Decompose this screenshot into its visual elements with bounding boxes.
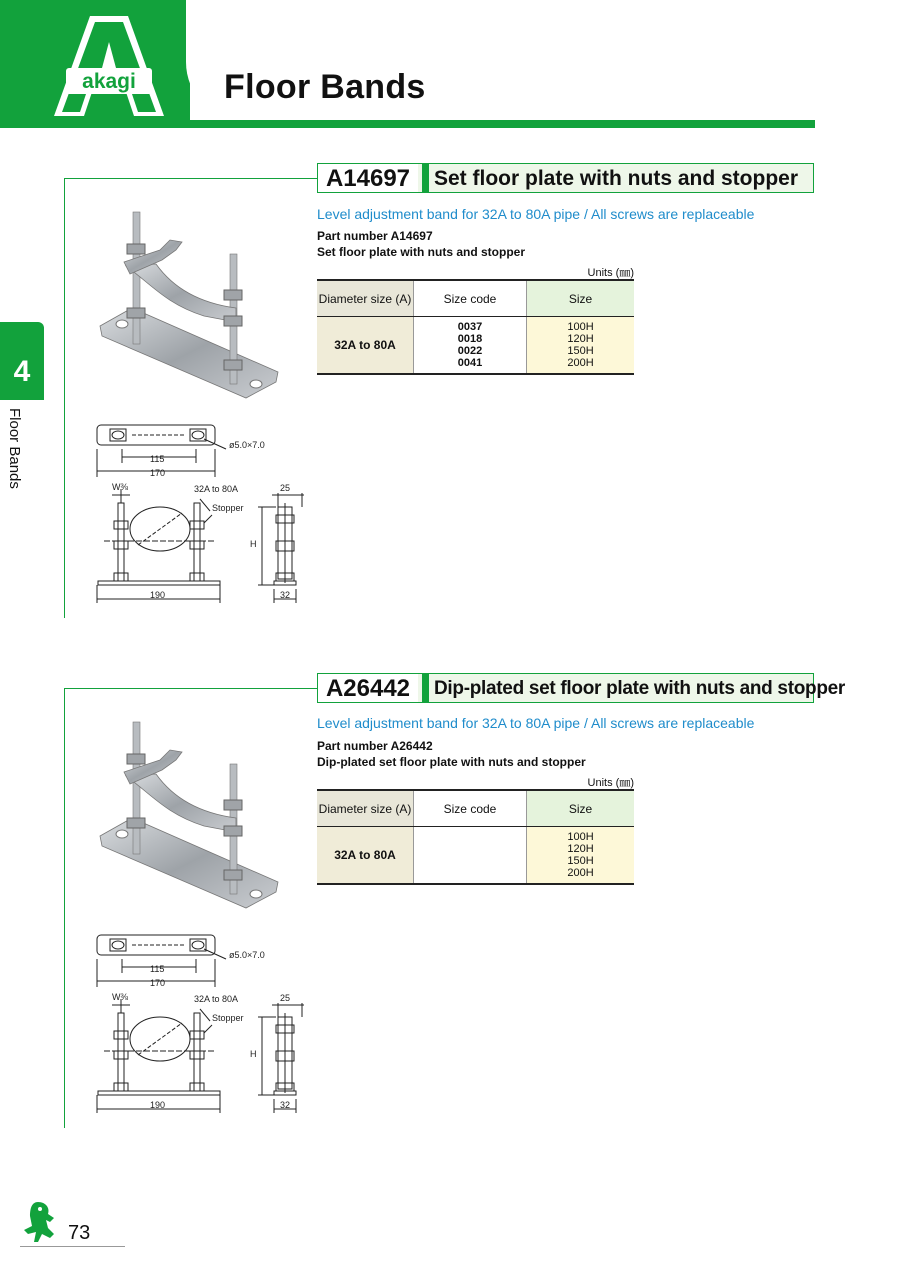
product-description: Dip-plated set floor plate with nuts and stopper (317, 755, 586, 769)
section-frame-left (64, 178, 65, 618)
dim-25: 25 (280, 483, 291, 493)
dim-190: 190 (150, 1100, 166, 1110)
dim-thread: W⅜ (112, 992, 129, 1002)
header-diameter: Diameter size (A) (317, 790, 414, 827)
product-code: A14697 (318, 164, 418, 192)
dim-stopper: Stopper (212, 1013, 244, 1023)
size-value: 200H (567, 357, 594, 369)
product-title-box (317, 163, 814, 193)
dim-32: 32 (280, 590, 291, 600)
cell-diameter: 32A to 80A (317, 317, 414, 375)
chapter-label: Floor Bands (6, 408, 23, 489)
product-photo (96, 204, 286, 400)
cell-sizes (527, 317, 635, 375)
dim-115: 115 (150, 964, 165, 974)
size-code: 0041 (457, 357, 483, 369)
size-value: 120H (567, 843, 594, 855)
size-value: 200H (567, 867, 594, 879)
header-size: Size (527, 280, 635, 317)
mascot-icon (20, 1198, 60, 1244)
section-frame-left (64, 688, 65, 1128)
size-code: 0018 (457, 333, 483, 345)
units-label: Units (㎜) (587, 777, 634, 789)
header-size-code: Size code (414, 280, 527, 317)
title-separator (422, 674, 429, 702)
product-title: Set floor plate with nuts and stopper (434, 167, 799, 190)
dim-range: 32A to 80A (194, 484, 239, 494)
dim-h: H (250, 539, 257, 549)
size-value: 150H (567, 855, 594, 867)
dim-hole: ø5.0×7.0 (229, 950, 265, 960)
akagi-logo (50, 12, 168, 120)
spec-table (317, 789, 634, 885)
dim-h: H (250, 1049, 257, 1059)
header-diameter: Diameter size (A) (317, 280, 414, 317)
part-number-line (317, 739, 433, 753)
product-photo (96, 714, 286, 910)
footer-rule (20, 1246, 125, 1247)
part-number: A14697 (390, 229, 433, 243)
header-size: Size (527, 790, 635, 827)
size-value: 100H (567, 831, 594, 843)
dimension-drawing (92, 423, 312, 608)
product-title: Dip-plated set floor plate with nuts and stopper (434, 678, 846, 699)
logo-brand-text: akagi (82, 70, 136, 93)
product-code: A26442 (318, 674, 418, 702)
part-number-prefix: Part number (317, 229, 391, 243)
size-value: 100H (567, 321, 594, 333)
dim-170: 170 (150, 978, 166, 988)
size-code: 0022 (457, 345, 483, 357)
header-green-bar (0, 120, 815, 128)
header-size-code: Size code (414, 790, 527, 827)
dim-hole: ø5.0×7.0 (229, 440, 265, 450)
dim-range: 32A to 80A (194, 994, 239, 1004)
part-number-prefix: Part number (317, 739, 391, 753)
cell-size-codes (414, 317, 527, 375)
product-subtitle: Level adjustment band for 32A to 80A pipe / All screws are replaceable (317, 715, 755, 731)
cell-sizes (527, 827, 635, 885)
product-title-box (317, 673, 846, 703)
size-value: 150H (567, 345, 594, 357)
cell-size-codes (414, 827, 527, 885)
dim-25: 25 (280, 993, 291, 1003)
table-row (317, 317, 634, 375)
section-frame-top (64, 178, 317, 179)
units-label: Units (㎜) (587, 267, 634, 279)
dim-190: 190 (150, 590, 166, 600)
part-number: A26442 (390, 739, 433, 753)
section-frame-top (64, 688, 317, 689)
product-description: Set floor plate with nuts and stopper (317, 245, 526, 259)
table-header-row (317, 790, 634, 827)
chapter-tab: 4 (0, 322, 44, 400)
dim-stopper: Stopper (212, 503, 244, 513)
dim-170: 170 (150, 468, 166, 478)
size-value: 120H (567, 333, 594, 345)
dim-32: 32 (280, 1100, 291, 1110)
size-code: 0037 (457, 321, 483, 333)
table-row (317, 827, 634, 885)
spec-table (317, 279, 634, 375)
table-header-row (317, 280, 634, 317)
cell-diameter: 32A to 80A (317, 827, 414, 885)
dimension-drawing (92, 933, 312, 1118)
part-number-line (317, 229, 433, 243)
page-title: Floor Bands (224, 68, 426, 106)
title-separator (422, 164, 429, 192)
dim-115: 115 (150, 454, 165, 464)
page-number: 73 (68, 1222, 91, 1244)
product-subtitle: Level adjustment band for 32A to 80A pipe / All screws are replaceable (317, 206, 755, 222)
dim-thread: W⅜ (112, 482, 129, 492)
